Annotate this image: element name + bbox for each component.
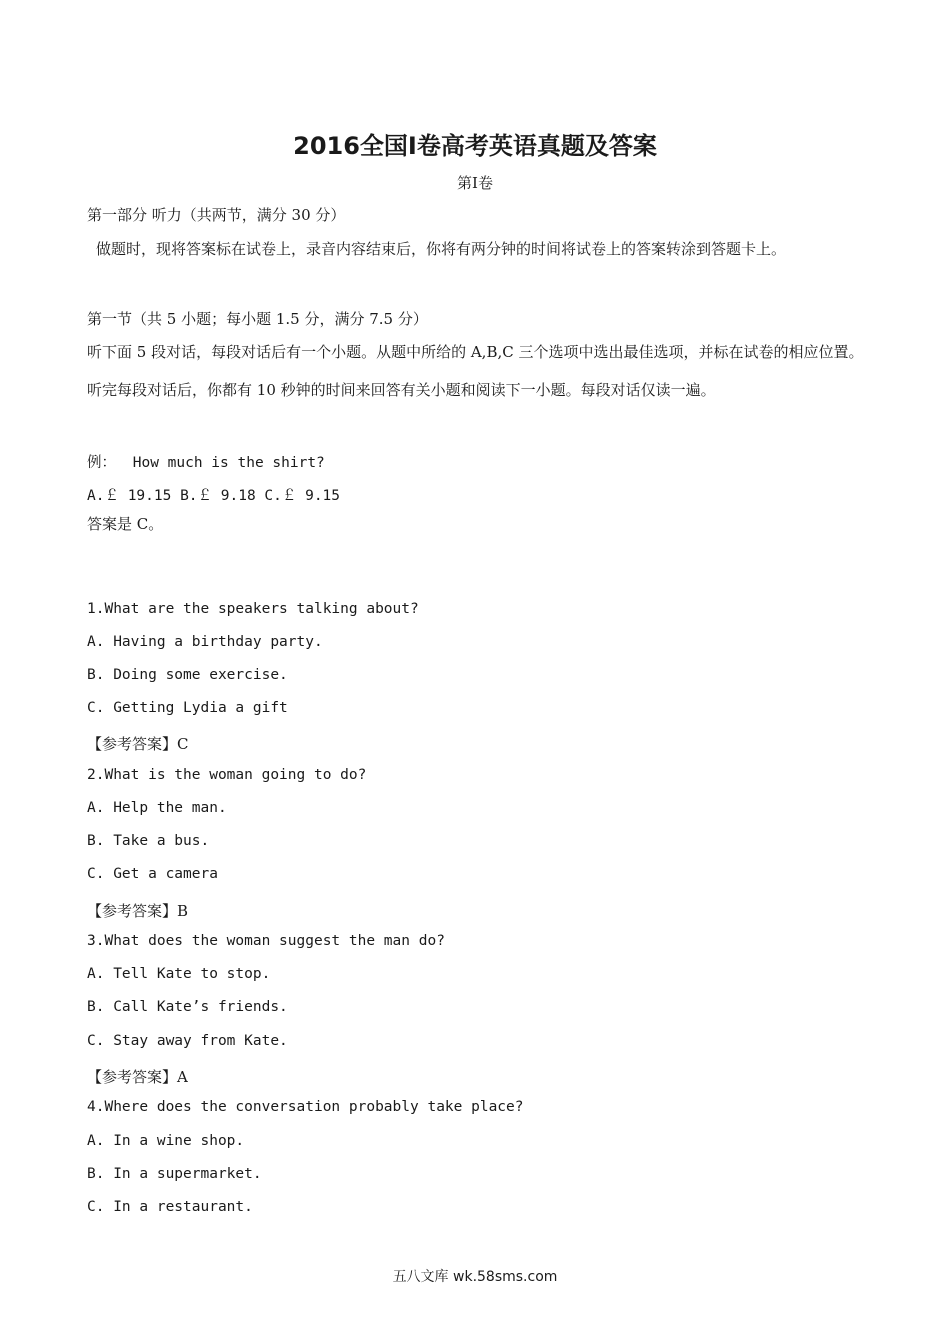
volume-subtitle: 第Ⅰ卷 — [457, 174, 493, 192]
example-line — [87, 451, 325, 472]
example-options: A.￡ 19.15 B.￡ 9.18 C.￡ 9.15 — [87, 488, 341, 504]
question-text: 1.What are the speakers talking about? — [87, 601, 419, 617]
reference-answer: 【参考答案】C — [87, 735, 189, 753]
part1-heading: 第一部分 听力（共两节，满分 30 分） — [87, 206, 346, 224]
option-b: B. Doing some exercise. — [87, 667, 288, 683]
section1-heading: 第一节（共 5 小题；每小题 1.5 分，满分 7.5 分） — [87, 310, 428, 328]
option-b: B. In a supermarket. — [87, 1166, 262, 1182]
option-b: B. Call Kate’s friends. — [87, 999, 288, 1015]
question-text: 3.What does the woman suggest the man do? — [87, 933, 445, 949]
option-c: C. Get a camera — [87, 866, 218, 882]
question-text: 4.Where does the conversation probably take place? — [87, 1099, 524, 1115]
reference-answer: 【参考答案】B — [87, 902, 189, 920]
option-c: C. In a restaurant. — [87, 1199, 253, 1215]
section1-instruction: 听下面 5 段对话，每段对话后有一个小题。从题中所给的 A,B,C 三个选项中选出最佳选项，并标在试卷的相应位置。听完每段对话后，你都有 10 秒钟的时间来回答有关小题和阅读下一小题。每段对话仅读一遍。 — [87, 343, 864, 399]
option-a: A. In a wine shop. — [87, 1133, 245, 1149]
option-b: B. Take a bus. — [87, 833, 210, 849]
footer-watermark: 五八文库 wk.58sms.com — [392, 1269, 558, 1285]
option-a: A. Tell Kate to stop. — [87, 966, 271, 982]
reference-answer: 【参考答案】A — [87, 1068, 188, 1086]
option-c: C. Getting Lydia a gift — [87, 700, 288, 716]
option-c: C. Stay away from Kate. — [87, 1033, 288, 1049]
option-a: A. Having a birthday party. — [87, 634, 323, 650]
part1-instruction: 做题时，现将答案标在试卷上，录音内容结束后，你将有两分钟的时间将试卷上的答案转涂到答题卡上。 — [96, 240, 787, 258]
page-title: 2016全国Ⅰ卷高考英语真题及答案 — [293, 132, 657, 160]
example-answer: 答案是 C。 — [87, 515, 164, 533]
question-text: 2.What is the woman going to do? — [87, 767, 367, 783]
example-label: 例： — [87, 455, 116, 471]
example-question: How much is the shirt? — [132, 455, 325, 471]
option-a: A. Help the man. — [87, 800, 227, 816]
